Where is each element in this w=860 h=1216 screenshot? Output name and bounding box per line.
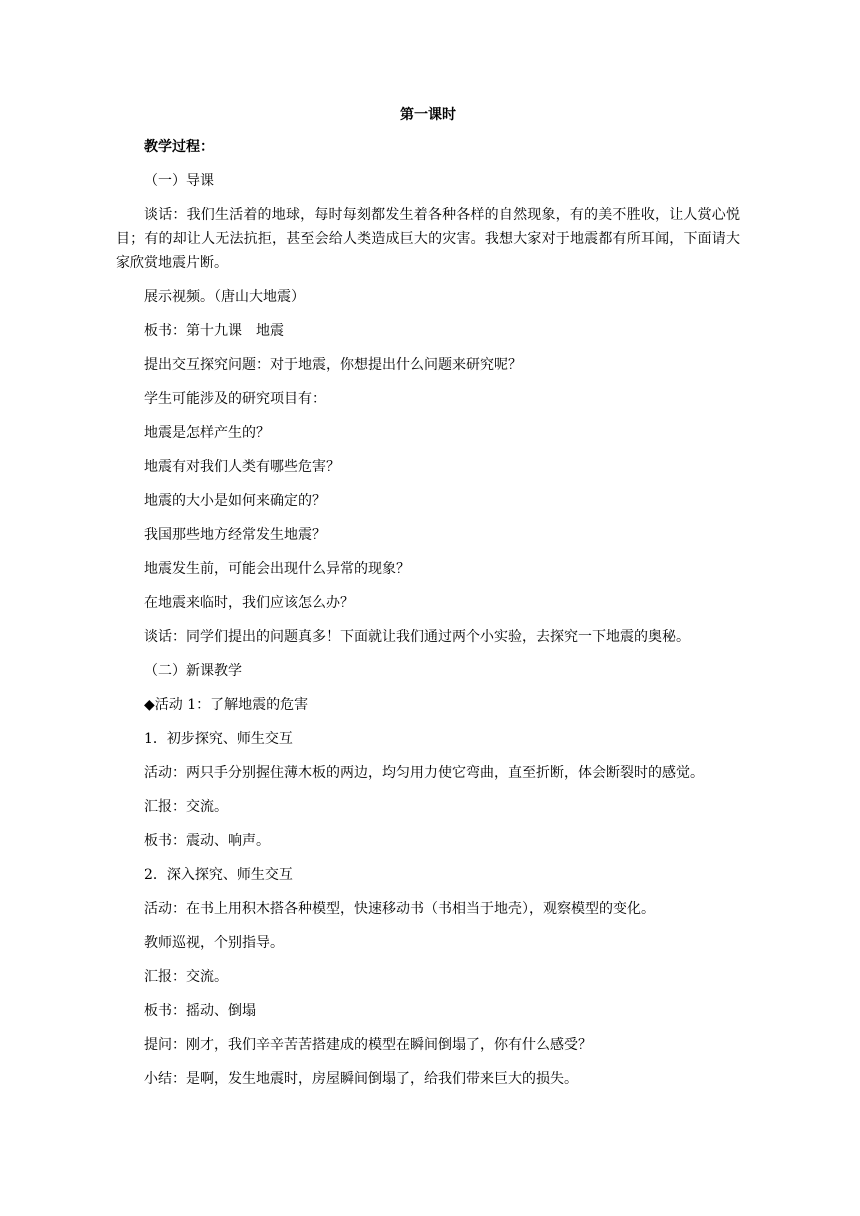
subsection-heading-new-lesson: （二）新课教学 xyxy=(144,663,242,679)
paragraph-report-1: 汇报：交流。 xyxy=(144,799,228,815)
list-item: 我国那些地方经常发生地震？ xyxy=(144,527,326,543)
paragraph-intro-talk: 谈话：我们生活着的地球，每时每刻都发生着各种各样的自然现象，有的美不胜收，让人赏心悦目；有的却让人无法抗拒，甚至会给人类造成巨大的灾害。我想大家对于地震都有所耳闻，下面请大家欣赏地震片断。 xyxy=(116,207,740,271)
paragraph-question: 提问：刚才，我们辛辛苦苦搭建成的模型在瞬间倒塌了，你有什么感受？ xyxy=(144,1037,592,1053)
list-item: 地震有对我们人类有哪些危害？ xyxy=(144,459,340,475)
list-item: 地震的大小是如何来确定的？ xyxy=(144,493,326,509)
section-heading-teaching-process: 教学过程： xyxy=(144,139,214,155)
list-item: 地震是怎样产生的？ xyxy=(144,425,270,441)
paragraph-board-writing-title: 板书：第十九课 地震 xyxy=(144,323,284,339)
list-item: 地震发生前，可能会出现什么异常的现象？ xyxy=(144,561,410,577)
paragraph-research-items-intro: 学生可能涉及的研究项目有： xyxy=(144,391,326,407)
activity-heading: ◆活动 1：了解地震的危害 xyxy=(144,697,309,713)
document-body xyxy=(116,103,740,1101)
page-title: 第一课时 xyxy=(400,107,456,123)
step-heading-2: 2．深入探究、师生交互 xyxy=(144,867,293,883)
paragraph-board-writing-2: 板书：摇动、倒塌 xyxy=(144,1003,256,1019)
paragraph-report-2: 汇报：交流。 xyxy=(144,969,228,985)
paragraph-research-question: 提出交互探究问题：对于地震，你想提出什么问题来研究呢？ xyxy=(144,357,522,373)
paragraph-board-writing-1: 板书：震动、响声。 xyxy=(144,833,270,849)
subsection-heading-intro: （一）导课 xyxy=(144,173,214,189)
paragraph-transition-talk: 谈话：同学们提出的问题真多！下面就让我们通过两个小实验，去探究一下地震的奥秘。 xyxy=(144,629,690,645)
paragraph-summary: 小结：是啊，发生地震时，房屋瞬间倒塌了，给我们带来巨大的损失。 xyxy=(144,1071,578,1087)
paragraph-teacher-guidance: 教师巡视，个别指导。 xyxy=(144,935,284,951)
list-item: 在地震来临时，我们应该怎么办？ xyxy=(144,595,354,611)
paragraph-show-video: 展示视频。（唐山大地震） xyxy=(144,289,305,305)
paragraph-activity-2: 活动：在书上用积木搭各种模型，快速移动书（书相当于地壳），观察模型的变化。 xyxy=(144,901,655,917)
paragraph-activity-1: 活动：两只手分别握住薄木板的两边，均匀用力使它弯曲，直至折断，体会断裂时的感觉。 xyxy=(144,765,704,781)
step-heading-1: 1．初步探究、师生交互 xyxy=(144,731,293,747)
